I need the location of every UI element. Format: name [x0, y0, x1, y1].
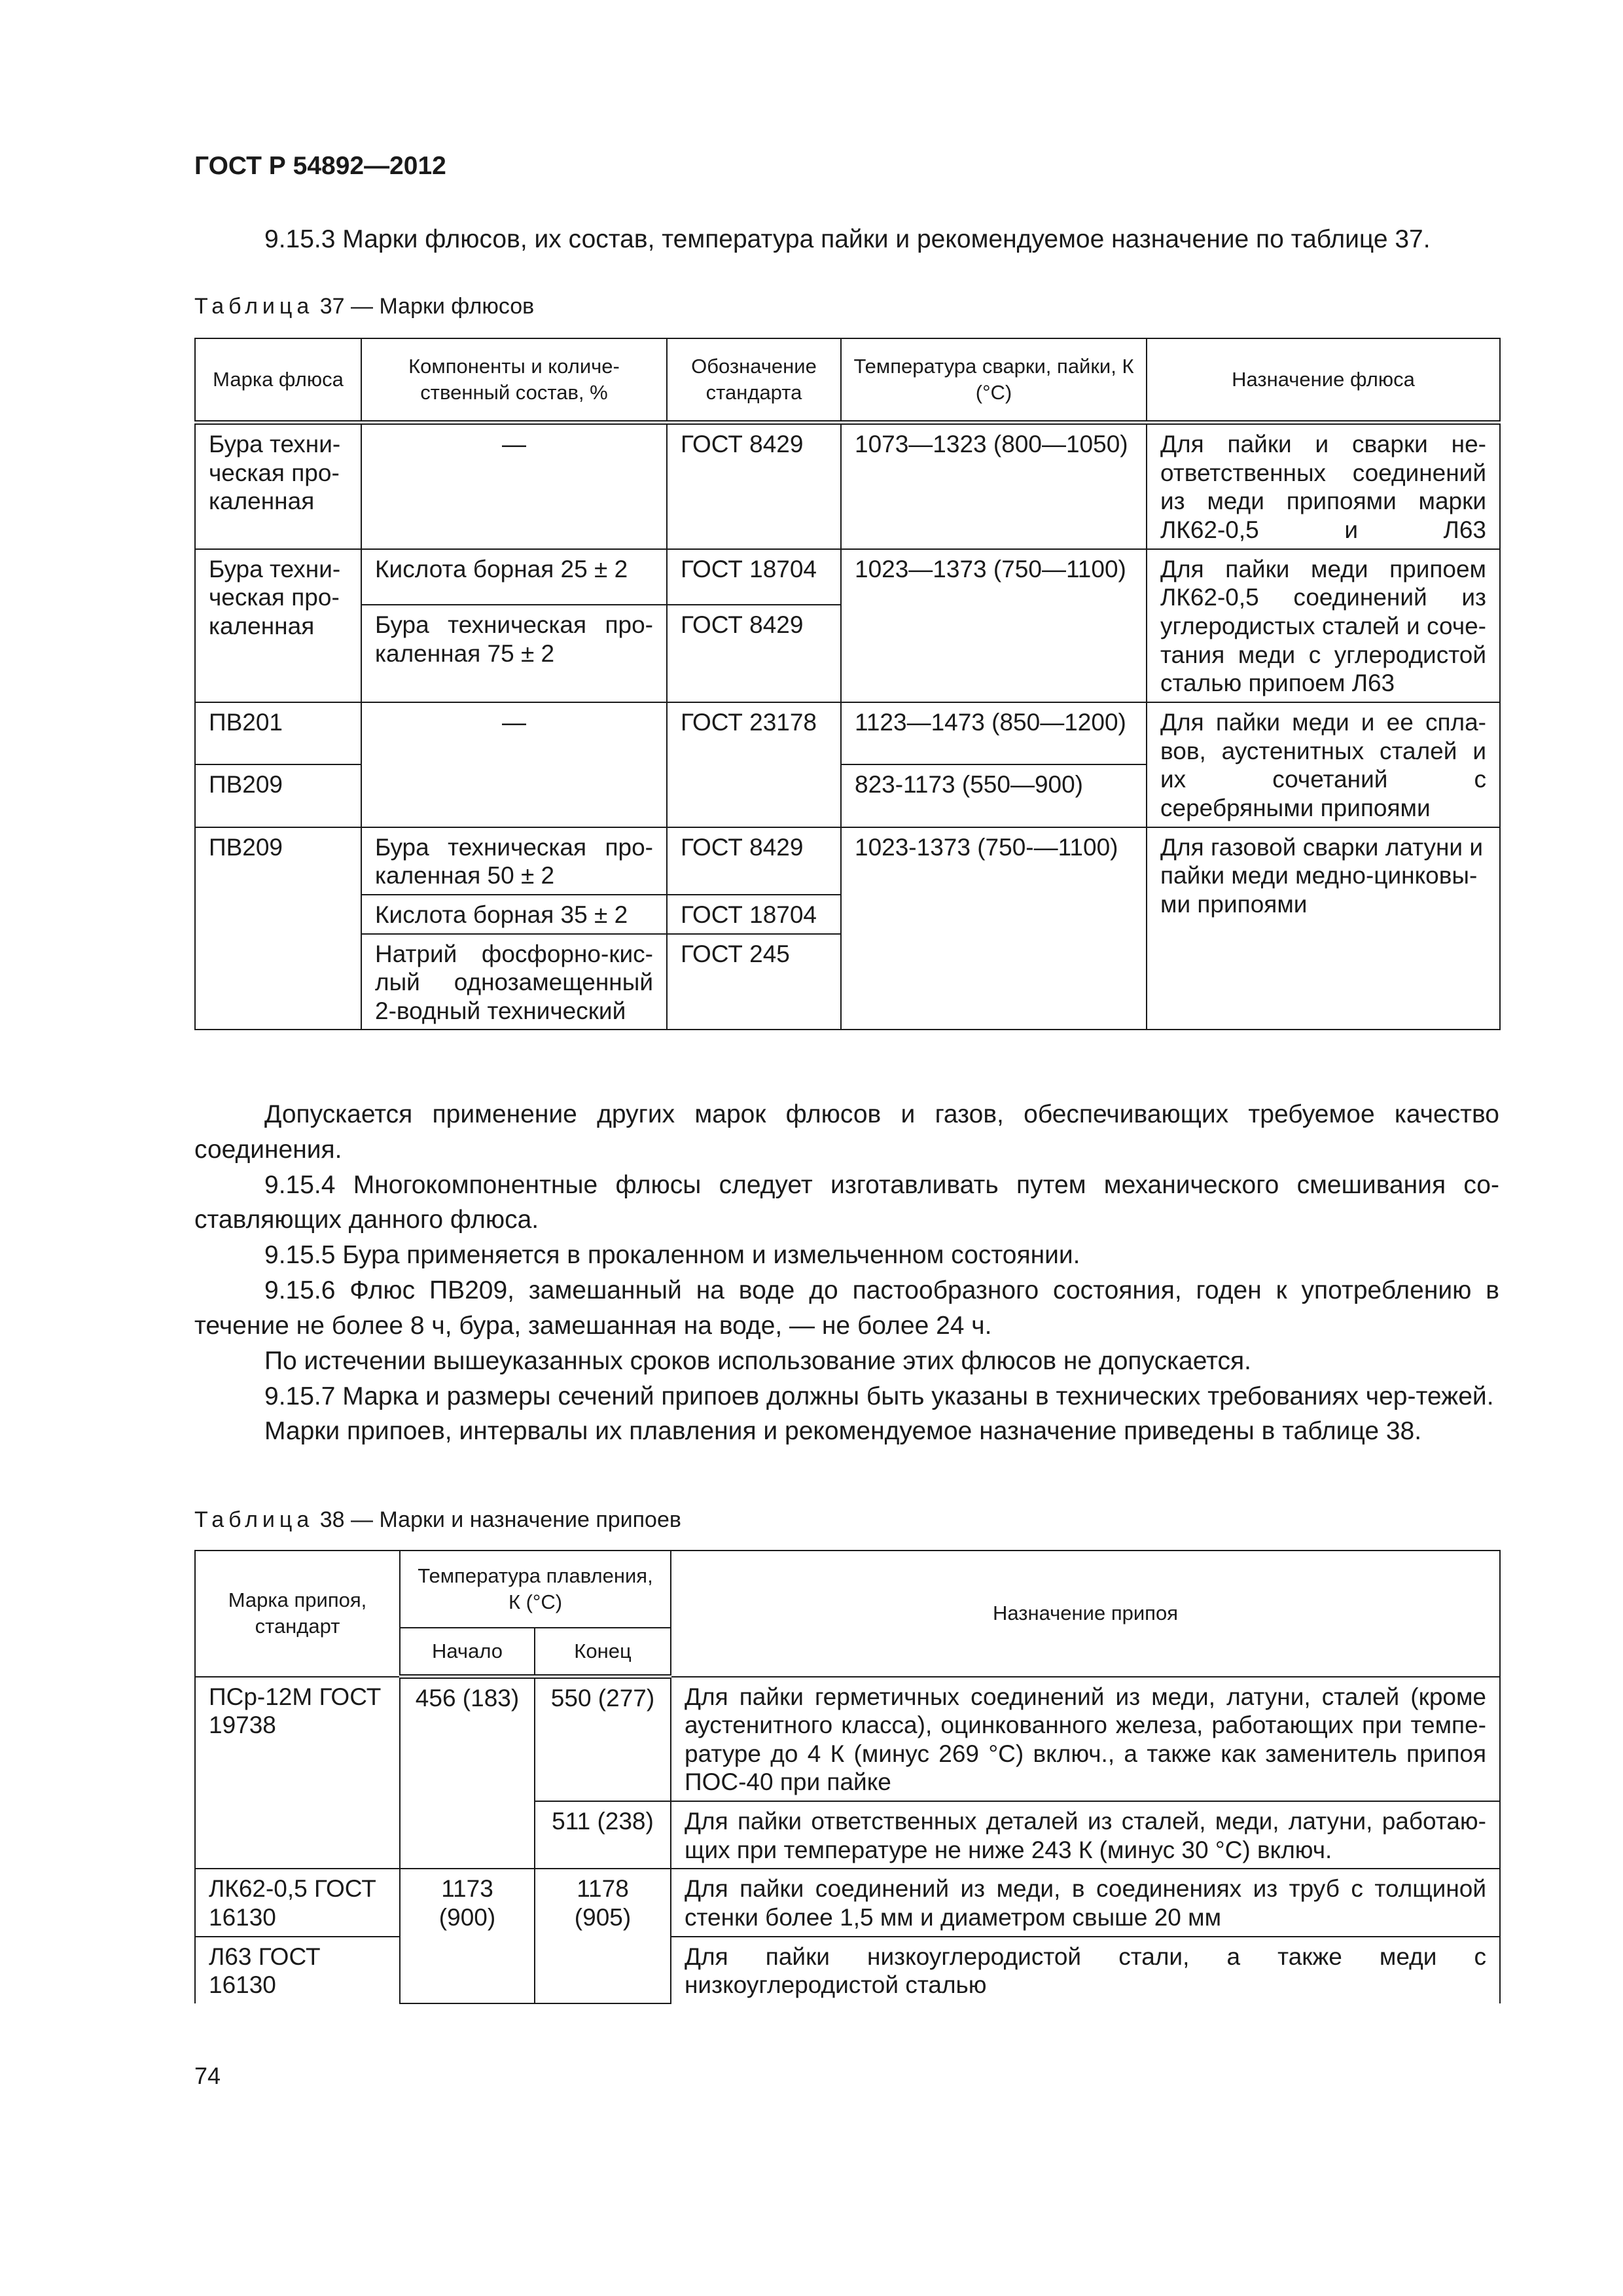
page-number: 74 — [194, 2062, 221, 2089]
table-header-row — [195, 338, 1500, 423]
cell-standard: ГОСТ 8429 — [667, 423, 841, 549]
intro-paragraph: 9.15.3 Марки флюсов, их состав, температура пайки и рекомендуемое назначение по таблице 37. — [264, 225, 1431, 253]
cell-component: — — [361, 702, 667, 827]
cell-purpose: Для пайки герметичных соединений из меди, латуни, сталей (кроме аустенитного класса), оцинкованного железа, работающих при темпе-ратуре до 4 К (минус 269 °С) включ., а также как заменитель припоя ПОС-40 при пайке — [671, 1677, 1500, 1802]
cell-standard: ГОСТ 23178 — [667, 702, 841, 827]
cell-start: 1173 (900) — [400, 1869, 535, 2003]
header-components: Компоненты и количе-ственный состав, % — [361, 338, 667, 423]
cell-brand: ПВ209 — [195, 764, 361, 827]
cell-purpose: Для газовой сварки латуни и пайки меди медно-цинковы-ми припоями — [1147, 827, 1500, 1030]
cell-purpose: Для пайки меди припоем ЛК62-0,5 соединений из углеродистых сталей и соче-тания меди с углеродистой сталью припоем Л63 — [1147, 549, 1500, 702]
cell-standard: ГОСТ 18704 — [667, 895, 841, 934]
cell-standard: ГОСТ 245 — [667, 934, 841, 1030]
header-brand: Марка припоя, стандарт — [195, 1551, 400, 1677]
cell-temperature: 1023-1373 (750-—1100) — [841, 827, 1147, 1030]
table-37-fluxes — [194, 338, 1501, 1030]
cell-standard: ГОСТ 18704 — [667, 549, 841, 605]
cell-end: 550 (277) — [535, 1677, 671, 1802]
cell-component: Натрий фосфорно-кис-лый однозамещенный 2-водный технический — [361, 934, 667, 1030]
cell-standard: ГОСТ 8429 — [667, 605, 841, 702]
cell-brand: ПВ209 — [195, 827, 361, 1030]
table-row — [195, 423, 1500, 549]
header-start: Начало — [400, 1628, 535, 1677]
table-37-caption — [194, 292, 534, 322]
table-38-caption — [194, 1505, 681, 1535]
paragraph: По истечении вышеуказанных сроков использование этих флюсов не допускается. — [264, 1346, 1251, 1375]
table-row — [195, 1869, 1500, 1936]
body-text — [194, 1097, 1499, 1449]
paragraph: 9.15.7 Марка и размеры сечений припоев должны быть указаны в технических требованиях чер-тежей. — [264, 1382, 1494, 1410]
paragraph: Марки припоев, интервалы их плавления и рекомендуемое назначение приведены в таблице 38. — [264, 1417, 1422, 1446]
cell-brand: ЛК62-0,5 ГОСТ 16130 — [195, 1869, 400, 1936]
cell-purpose: Для пайки соединений из меди, в соединениях из труб с толщиной стенки более 1,5 мм и диаметром свыше 20 мм — [671, 1869, 1500, 1936]
cell-component: Бура техническая про-каленная 50 ± 2 — [361, 827, 667, 895]
paragraph: 9.15.5 Бура применяется в прокаленном и измельченном состоянии. — [264, 1241, 1080, 1270]
header-melting-temperature: Температура плавления, К (°С) — [400, 1551, 671, 1628]
header-brand: Марка флюса — [195, 338, 361, 423]
cell-component: — — [361, 423, 667, 549]
paragraph: 9.15.4 Многокомпонентные флюсы следует изготавливать путем механического смешивания со-ставляющих данного флюса. — [194, 1170, 1499, 1234]
cell-brand: Бура техни-ческая про-каленная — [195, 423, 361, 549]
table-row — [195, 1937, 1500, 2003]
caption-text: 38 — Марки и назначение припоев — [313, 1507, 681, 1532]
cell-temperature: 1073—1323 (800—1050) — [841, 423, 1147, 549]
cell-purpose: Для пайки ответственных деталей из сталей, меди, латуни, работаю-щих при температуре не ниже 243 К (минус 30 °С) включ. — [671, 1801, 1500, 1869]
cell-component: Кислота борная 25 ± 2 — [361, 549, 667, 605]
document-header: ГОСТ Р 54892—2012 — [194, 152, 446, 180]
table-row — [195, 549, 1500, 605]
caption-label: Таблица — [194, 294, 314, 319]
cell-brand: Бура техни-ческая про-каленная — [195, 549, 361, 702]
cell-brand: ПСр-12М ГОСТ 19738 — [195, 1677, 400, 1869]
cell-end: 511 (238) — [535, 1801, 671, 1869]
cell-end: 1178 (905) — [535, 1869, 671, 2003]
cell-standard: ГОСТ 8429 — [667, 827, 841, 895]
table-row — [195, 827, 1500, 895]
cell-brand: Л63 ГОСТ 16130 — [195, 1937, 400, 2003]
cell-component: Кислота борная 35 ± 2 — [361, 895, 667, 934]
caption-label: Таблица — [194, 1507, 314, 1532]
paragraph: Допускается применение других марок флюсов и газов, обеспечивающих требуемое качество соединения. — [194, 1100, 1499, 1164]
paragraph: 9.15.6 Флюс ПВ209, замешанный на воде до пастообразного состояния, годен к употреблению в течение не более 8 ч, бура, замешанная на воде, — не более 24 ч. — [194, 1276, 1499, 1340]
header-end: Конец — [535, 1628, 671, 1677]
cell-temperature: 823-1173 (550—900) — [841, 764, 1147, 827]
cell-brand: ПВ201 — [195, 702, 361, 764]
table-row — [195, 702, 1500, 764]
table-header-row — [195, 1551, 1500, 1628]
cell-temperature: 1123—1473 (850—1200) — [841, 702, 1147, 764]
cell-temperature: 1023—1373 (750—1100) — [841, 549, 1147, 702]
cell-purpose: Для пайки низкоуглеродистой стали, а также меди с низкоуглеродистой сталью — [671, 1937, 1500, 2003]
header-temperature: Температура сварки, пайки, К (°С) — [841, 338, 1147, 423]
cell-component: Бура техническая про-каленная 75 ± 2 — [361, 605, 667, 702]
cell-start: 456 (183) — [400, 1677, 535, 1869]
header-purpose: Назначение припоя — [671, 1551, 1500, 1677]
cell-purpose: Для пайки меди и ее спла-вов, аустенитных сталей и их сочетаний с серебряными припоями — [1147, 702, 1500, 827]
table-38-solders — [194, 1550, 1501, 2004]
caption-text: 37 — Марки флюсов — [313, 294, 535, 319]
header-standard: Обозначение стандарта — [667, 338, 841, 423]
header-purpose: Назначение флюса — [1147, 338, 1500, 423]
table-row — [195, 1677, 1500, 1802]
cell-purpose: Для пайки и сварки не-ответственных соединений из меди припоями марки ЛК62-0,5 и Л63 — [1147, 423, 1500, 549]
